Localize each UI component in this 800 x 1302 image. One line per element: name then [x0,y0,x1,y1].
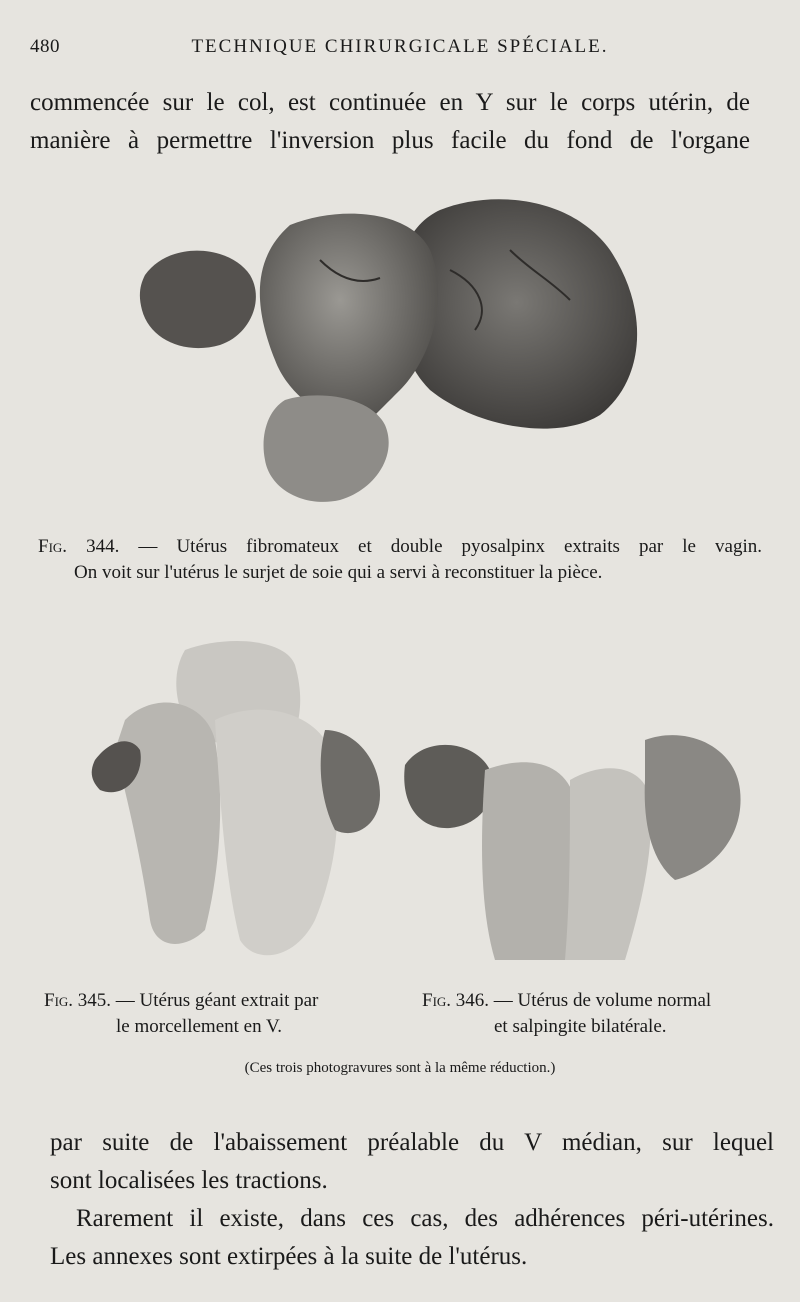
caption-line: On voit sur l'utérus le surjet de soie qui a servi à reconstituer la pièce. [74,562,603,583]
caption-line: le morcellement en V. [116,1016,283,1037]
page-number: 480 [30,36,60,57]
page-header [30,36,770,62]
figure-label: Fig. 346. [422,990,490,1011]
figure-label: Fig. 345. [44,990,112,1011]
top-paragraph [30,84,750,160]
caption-line: et salpingite bilatérale. [494,1016,667,1037]
text-line: sont localisées les tractions. [50,1167,328,1194]
figure-345-caption [44,988,394,1040]
bottom-paragraph [50,1124,774,1276]
text-line: Rarement il existe, dans ces cas, des adhérences péri-utérines. [76,1205,774,1232]
caption-line [422,988,772,1014]
caption-text: — Utérus de volume normal [493,990,712,1011]
figure-345-photo [55,630,390,980]
running-head: TECHNIQUE CHIRURGICALE SPÉCIALE. [191,36,609,57]
reduction-note: (Ces trois photogravures sont à la même réduction.) [244,1060,556,1076]
caption-line [44,988,394,1014]
text-line: Les annexes sont extirpées à la suite de l'utérus. [50,1243,528,1270]
caption-text: — Utérus fibromateux et double pyosalpinx extraits par le vagin. [138,536,762,557]
text-line: manière à permettre l'inversion plus facile du fond de l'organe [30,127,750,154]
figure-346-caption [422,988,772,1040]
figure-label: Fig. 344. [38,536,120,557]
figure-344-photo [130,190,650,520]
caption-text: — Utérus géant extrait par [115,990,319,1011]
figure-346-photo [395,720,745,975]
figure-344-caption [38,534,762,586]
caption-line [38,534,762,560]
text-line: commencée sur le col, est continuée en Y sur le corps utérin, de [30,89,750,116]
text-line: par suite de l'abaissement préalable du V médian, sur lequel [50,1129,774,1156]
